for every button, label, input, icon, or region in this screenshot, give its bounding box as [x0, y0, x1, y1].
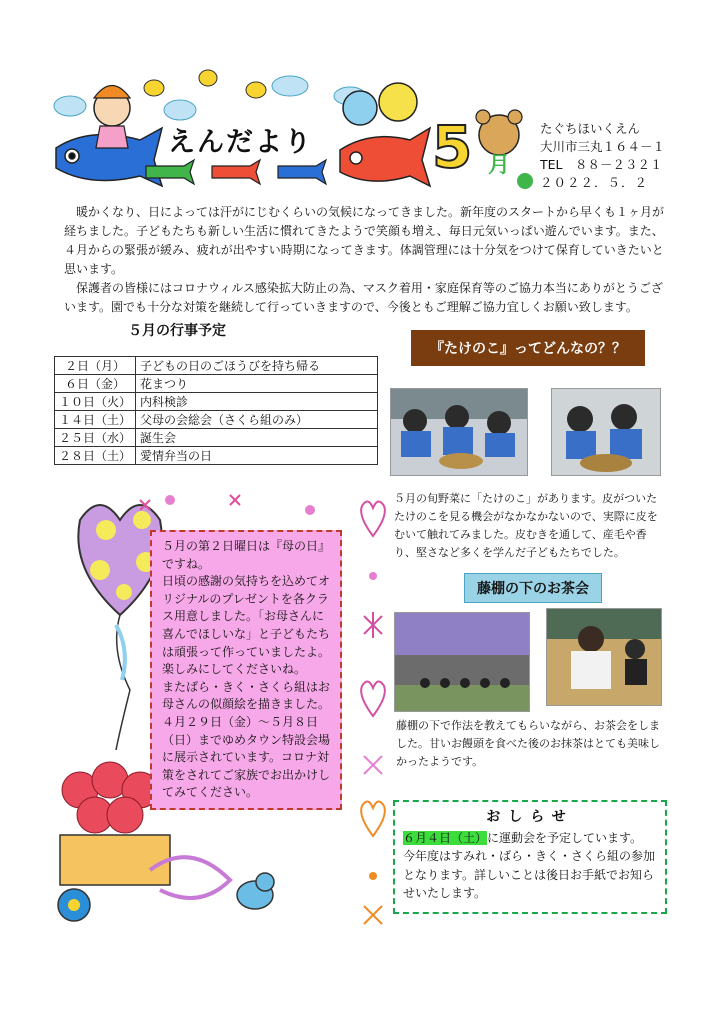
notice-date-highlight: ６月４日（土）	[403, 830, 488, 845]
table-row	[55, 411, 378, 429]
intro-paragraph: 保護者の皆様にはコロナウィルス感染拡大防止の為、マスク着用・家庭保育等のご協力本当にありがとうございます。園でも十分な対策を継続して行っていきますので、今後ともご理解ご協力宜しくお願い致します。	[64, 281, 663, 314]
month-badge-number: 5	[432, 113, 473, 181]
fuji-title: 藤棚の下のお茶会	[464, 573, 602, 603]
schedule-date: ２日（月）	[55, 357, 136, 375]
schedule-date: ２５日（水）	[55, 429, 136, 447]
schedule-event: 愛情弁当の日	[136, 447, 378, 465]
takenoko-photo-2	[551, 388, 661, 476]
schedule-table	[54, 356, 378, 465]
schedule-event: 子どもの日のごほうびを持ち帰る	[136, 357, 378, 375]
intro-text	[64, 203, 672, 317]
schedule-date: １０日（火）	[55, 393, 136, 411]
month-badge-unit: 月	[488, 153, 511, 178]
schedule-event: 内科検診	[136, 393, 378, 411]
table-row	[55, 393, 378, 411]
fuji-text: 藤棚の下で作法を教えてもらいながら、お茶会をしました。甘いお饅頭を食べた後のお抹茶はとても美味しかったようです。	[396, 719, 660, 768]
table-row	[55, 357, 378, 375]
intro-paragraph: 暖かくなり、日によっては汗がにじむくらいの気候になってきました。新年度のスタートから早くも１ヶ月が経ちました。子どもたちも新しい生活に慣れてきたようで笑顔も増え、毎日元気いっぱい遊んでいます。また、４月からの緊張が緩み、疲れが出やすい時期になってきます。体調管理には十分気をつけて保育していきたいと思います。	[64, 205, 665, 276]
school-tel: TEL ８８－２３２１	[540, 157, 663, 172]
schedule-date: １４日（土）	[55, 411, 136, 429]
takenoko-text: ５月の旬野菜に「たけのこ」があります。皮がついたたけのこを見る機会がなかなかないので、実際に皮をむいて触れてみました。皮むきを通して、産毛や香り、堅さなど多くを学んだ子どもたちでした。	[394, 492, 658, 559]
fuji-photo-1	[394, 612, 530, 712]
table-row	[55, 375, 378, 393]
fuji-photo-2	[546, 608, 662, 706]
schedule-event: 誕生会	[136, 429, 378, 447]
school-address: 大川市三丸１６４－１	[540, 139, 666, 154]
takenoko-title: 『たけのこ』ってどんなの？？	[411, 330, 645, 366]
table-row	[55, 447, 378, 465]
notice-title: おしらせ	[486, 809, 574, 825]
newsletter-title: えんだより	[168, 127, 313, 158]
schedule-date: ２８日（土）	[55, 447, 136, 465]
mothers-day-paragraph: ５月の第２日曜日は『母の日』ですね。	[162, 539, 331, 571]
table-row	[55, 429, 378, 447]
mothers-day-paragraph: またばら・きく・さくら組はお母さんの似顔絵を描きました。４月２９日（金）～５月８日（日）までゆめタウン特設会場に展示されています。コロナ対策をされてご家族でお出かけしてみてください。	[162, 679, 331, 800]
notice-line-1	[403, 829, 657, 848]
schedule-date: ６日（金）	[55, 375, 136, 393]
school-name: たぐちほいくえん	[540, 121, 641, 136]
school-info	[540, 120, 665, 192]
notice-line-1-rest: に運動会を予定しています。	[487, 830, 643, 845]
notice-body: 今年度はすみれ・ばら・きく・さくら組の参加となります。詳しいことは後日お手紙でお知らせいたします。	[403, 849, 656, 900]
schedule-event: 花まつり	[136, 375, 378, 393]
issue-date: ２０２２．５．２	[540, 175, 649, 190]
notice-box	[393, 800, 667, 914]
mothers-day-paragraph: 日頃の感謝の気持ちを込めてオリジナルのプレゼントを各クラス用意しました。「お母さんに喜んでほしいな」と子どもたちは頑張って作っていましたよ。楽しみにしてくださいね。	[162, 574, 331, 677]
takenoko-photo-1	[390, 388, 528, 476]
schedule-event: 父母の会総会（さくら組のみ）	[136, 411, 378, 429]
schedule-title: ５月の行事予定	[128, 323, 226, 339]
decor-column-illustration	[354, 496, 392, 936]
mothers-day-box	[150, 530, 342, 810]
